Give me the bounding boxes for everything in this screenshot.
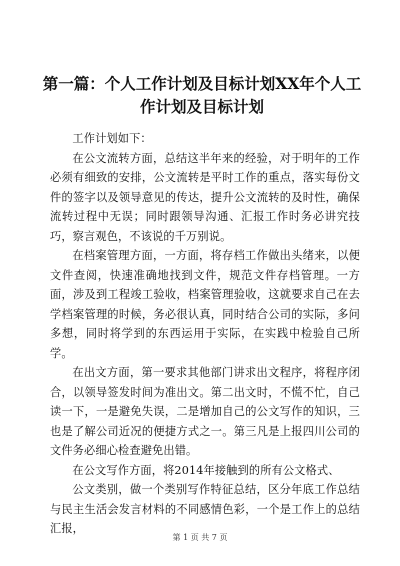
- document-body: [50, 129, 360, 539]
- paragraph-issuing-documents: 在出文方面，第一要求其他部门讲求出文程序，将程序闭合，以领导签发时间为准出文。第二出文时，不慌不忙，自己读一下，一是避免失误，二是增加自己的公文写作的知识，三也是了解公司近况的便捷方式之一。第三凡是上报四川公司的文件务必细心检查避免出错。: [50, 366, 360, 457]
- paragraph-document-categories: 公文类别，做一个类别写作特征总结，区分年底工作总结与民主生活会发言材料的不同感情色彩，一个是工作上的总结汇报，: [50, 483, 360, 535]
- paragraph-intro: 工作计划如下：: [72, 132, 152, 145]
- paragraph-document-writing: 在公文写作方面，将2014年接触到的所有公文格式、: [72, 463, 340, 477]
- paragraph-document-flow: 在公文流转方面，总结这半年来的经验，对于明年的工作必须有细致的安排，公文流转是平时工作的重点，落实每份文件的签字以及领导意见的传达，提升公文流转的及时性，确保流转过程中无误；同时跟领导沟通、汇报工作时务必讲究技巧，察言观色，不该说的千万别说。: [50, 151, 360, 243]
- paragraph-archive-management: 在档案管理方面，一方面，将存档工作做出头绪来，以便文件查阅，快速准确地找到文件，规范文件存档管理。一方面，涉及到工程竣工验收，档案管理验收，这就要求自己在去学档案管理的时候，务必很认真，同时结合公司的实际，多问多想，同时将学到的东西运用于实际，在实践中检验自己所学。: [50, 249, 360, 360]
- page-indicator: 第 1 页 共 7 页: [172, 533, 228, 542]
- document-title: 第一篇：个人工作计划及目标计划XX年个人工作计划及目标计划: [42, 74, 362, 116]
